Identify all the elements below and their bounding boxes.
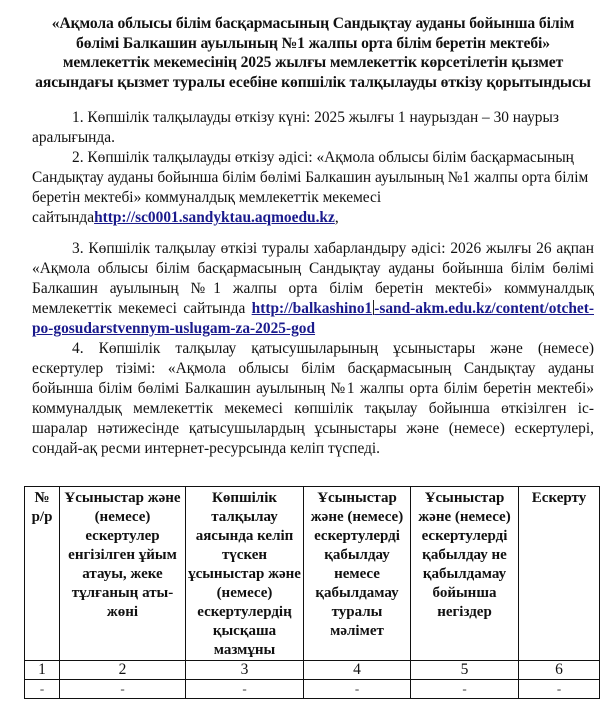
table-row <box>25 680 600 699</box>
table-cell: 1 <box>25 661 60 680</box>
paragraph-2-discussion-method <box>32 148 594 228</box>
paragraph-2-tail: , <box>334 209 339 227</box>
table-cell: - <box>25 680 60 699</box>
table-header-row <box>25 487 600 661</box>
paragraph-3-announcement-method <box>32 239 594 339</box>
paragraph-2-text: 2. Көпшілік талқылауды өткізу әдісі: «Ақмола облысы білім басқармасының Сандықтау ауданы бойынша білім бөлімі Балкашин ауылының №1 жалпы орта білім беретін мектебі» коммуналдық мемлекеттік мекемесі сайтында <box>32 149 589 227</box>
header-acceptance-grounds: Ұсыныстар және (немесе) ескертулерді қабылдау не қабылдамау бойынша негіздер <box>411 487 519 661</box>
table-cell: - <box>186 680 304 699</box>
document-page <box>32 0 594 459</box>
proposals-table <box>24 486 600 699</box>
report-link-part-1: http://balkashino1 <box>251 300 373 318</box>
table-cell: - <box>304 680 411 699</box>
table-cell: 3 <box>186 661 304 680</box>
header-acceptance-info: Ұсыныстар және (немесе) ескертулерді қабылдау немесе қабылдамау туралы мәлімет <box>304 487 411 661</box>
table-cell: - <box>411 680 519 699</box>
table-cell: 6 <box>519 661 600 680</box>
table-cell: - <box>60 680 186 699</box>
table-row-numbering <box>25 661 600 680</box>
school-site-link[interactable]: http://sc0001.sandyktau.aqmoedu.kz <box>94 209 335 227</box>
report-link-part-2: -sand-akm.edu.kz/content/otchet-po-gosudarstvennym-uslugam-za-2025-god <box>32 300 594 338</box>
document-title: «Ақмола облысы білім басқармасының Сандықтау ауданы бойынша білім бөлімі Балкашин ауылының №1 жалпы орта білім беретін мектебі» мемлекеттік мекемесінің 2025 жылғы мемлекеттік көрсетілетін қызмет аясындағы қызмет туралы есебіне көпшілік талқылауды өткізу қорытындысы <box>35 15 591 91</box>
table-cell: 4 <box>304 661 411 680</box>
paragraph-1-discussion-dates: 1. Көпшілік талқылауды өткізу күні: 2025 жылғы 1 наурыздан – 30 наурыз аралығында. <box>32 109 559 147</box>
paragraph-4-proposals-list: 4. Көпшілік талқылау қатысушыларының ұсыныстары және (немесе) ескертулер тізімі: «Ақмола облысы білім басқармасының Сандықтау ауданы бойынша білім бөлімі Балкашин ауылының №1 жалпы орта білім беретін мектебі» коммуналдық мемлекеттік мекемесі көпшілік тақылау бойынша өткізілген іс-шаралар нәтижесінде қатысушылардың ұсыныстары және (немесе) ескертулері, сондай-ақ ресми интернет-ресурсында келіп түспеді. <box>32 340 594 458</box>
table-cell: - <box>519 680 600 699</box>
paragraph-3-text: 3. Көпшілік талқылау өткізі туралы хабарландыру әдісі: 2026 жылғы 26 ақпан «Ақмола облысы білім басқармасының Сандықтау ауданы бойынша білім бөлімі Балкашин ауылының №1 жалпы орта білім беретін мектебі» коммуналдық мемлекеттік мекемесі сайтында <box>32 240 594 318</box>
header-organization-name: Ұсыныстар және (немесе) ескертулер енгізілген ұйым атауы, жеке тұлғаның аты-жөні <box>60 487 186 661</box>
table-cell: 2 <box>60 661 186 680</box>
header-proposal-summary: Көпшілік талқылау аясында келіп түскен ұсыныстар және (немесе) ескертулердің қысқаша мазмұны <box>186 487 304 661</box>
table-cell: 5 <box>411 661 519 680</box>
header-row-number: № р/р <box>25 487 60 661</box>
header-note: Ескерту <box>519 487 600 661</box>
